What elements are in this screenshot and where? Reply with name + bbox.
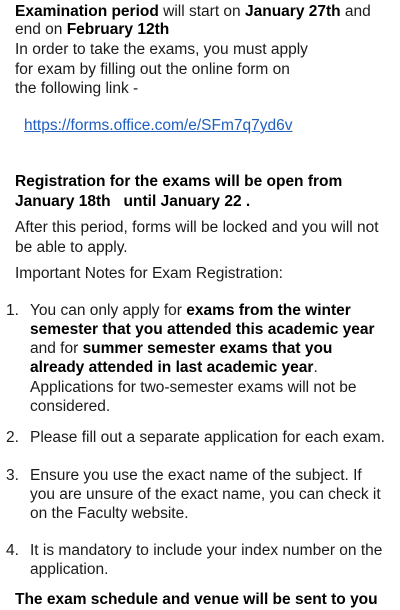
note-1-line-5: Applications for two-semester exams will not be [30,379,357,396]
footer-line-cut: The exam schedule and venue will be sent to you [15,591,378,608]
registration-start: January 18th [15,193,111,210]
registration-line-2: January 18th until January 22 . [15,193,251,210]
note-4-line-1: It is mandatory to include your index number on the [30,542,383,559]
note-1-line-6: considered. [30,398,111,415]
note-3-line-2: you are unsure of the exact name, you can check it [30,486,381,503]
exam-period-label: Examination period [15,3,159,20]
intro-line-3: In order to take the exams, you must apply [15,41,308,58]
note-1-line-4: already attended in last academic year. [30,359,318,376]
notes-title: Important Notes for Exam Registration: [15,265,283,282]
application-form-link[interactable]: https://forms.office.com/e/SFm7q7yd6v [24,117,293,134]
note-2-line-1: Please fill out a separate application for each exam. [30,429,385,446]
note-3-line-1: Ensure you use the exact name of the subject. If [30,467,362,484]
start-date: January 27th [244,3,341,20]
note-1-line-1: You can only apply for exams from the winter [30,302,351,319]
note-1-number: 1. [6,302,19,319]
note-3-number: 3. [6,467,19,484]
after-line-1: After this period, forms will be locked and you will not [15,219,379,236]
intro-line-1: Examination period will start on January 27th and [15,3,371,20]
note-2-number: 2. [6,429,19,446]
registration-end: January 22 . [160,193,251,210]
note-1-line-3: and for summer semester exams that you [30,340,333,357]
intro-line-4: for exam by filling out the online form on [15,61,290,78]
after-line-2: be able to apply. [15,239,128,256]
intro-line-2: end on February 12th [15,21,170,38]
end-date: February 12th [66,21,170,38]
note-1-line-2: semester that you attended this academic year [30,321,375,338]
note-4-number: 4. [6,542,19,559]
note-3-line-3: on the Faculty website. [30,505,189,522]
note-4-line-2: application. [30,561,109,578]
intro-line-5: the following link - [15,80,139,97]
registration-line-1: Registration for the exams will be open from [15,173,343,190]
